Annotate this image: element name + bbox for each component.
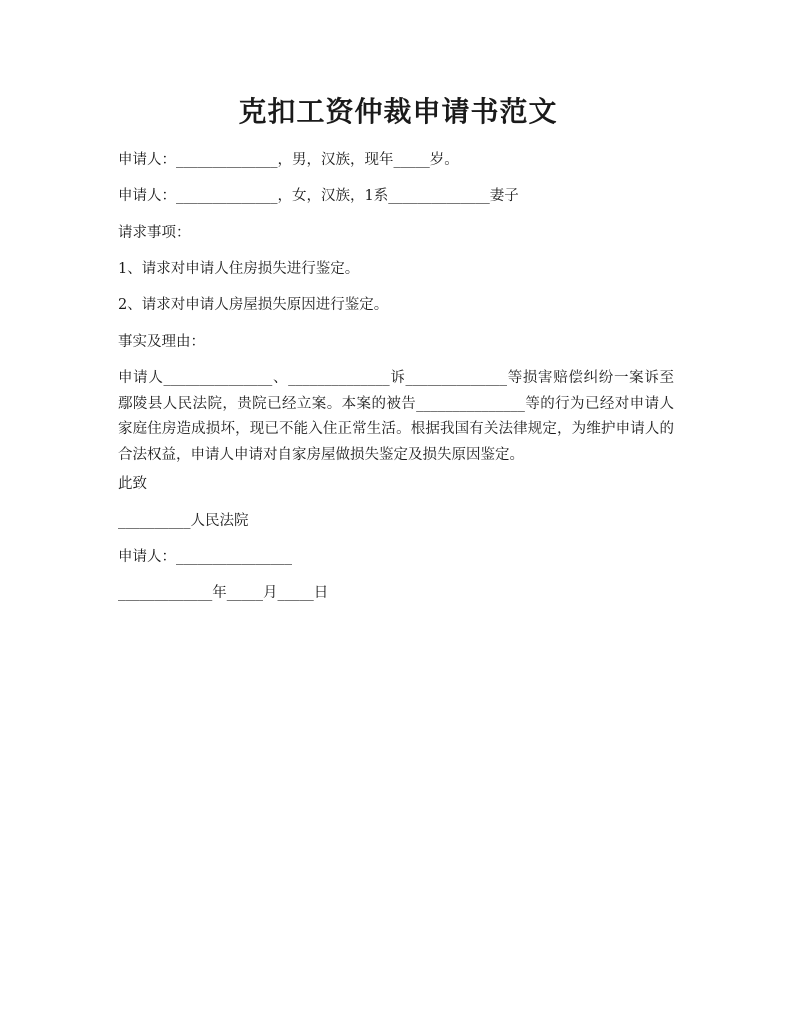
closing-line: 此致 <box>118 476 147 492</box>
requests-heading: 请求事项： <box>118 225 191 241</box>
applicant-2-line: 申请人：______________，女，汉族，1系______________妻子 <box>118 188 519 204</box>
date-line: _____________年_____月_____日 <box>118 585 329 601</box>
signature-line: 申请人：________________ <box>118 549 292 565</box>
court-line: __________人民法院 <box>118 513 249 529</box>
facts-paragraph: 申请人_______________、______________诉______________等损害赔偿纠纷一案诉至鄢陵县人民法院，贵院已经立案。本案的被告_______________等的行为已经对申请人家庭住房造成损坏，现已不能入住正常生活。根据我国有关法律规定，为维护申请人的合法权益，申请人申请对自家房屋做损失鉴定及损失原因鉴定。 <box>118 370 674 463</box>
request-item-2: 2、请求对申请人房屋损失原因进行鉴定。 <box>118 297 389 313</box>
applicant-1-line: 申请人：______________，男，汉族，现年_____岁。 <box>118 152 459 168</box>
request-item-1: 1、请求对申请人住房损失进行鉴定。 <box>118 261 360 277</box>
facts-heading: 事实及理由： <box>118 334 205 350</box>
document-title: 克扣工资仲裁申请书范文 <box>238 95 558 128</box>
